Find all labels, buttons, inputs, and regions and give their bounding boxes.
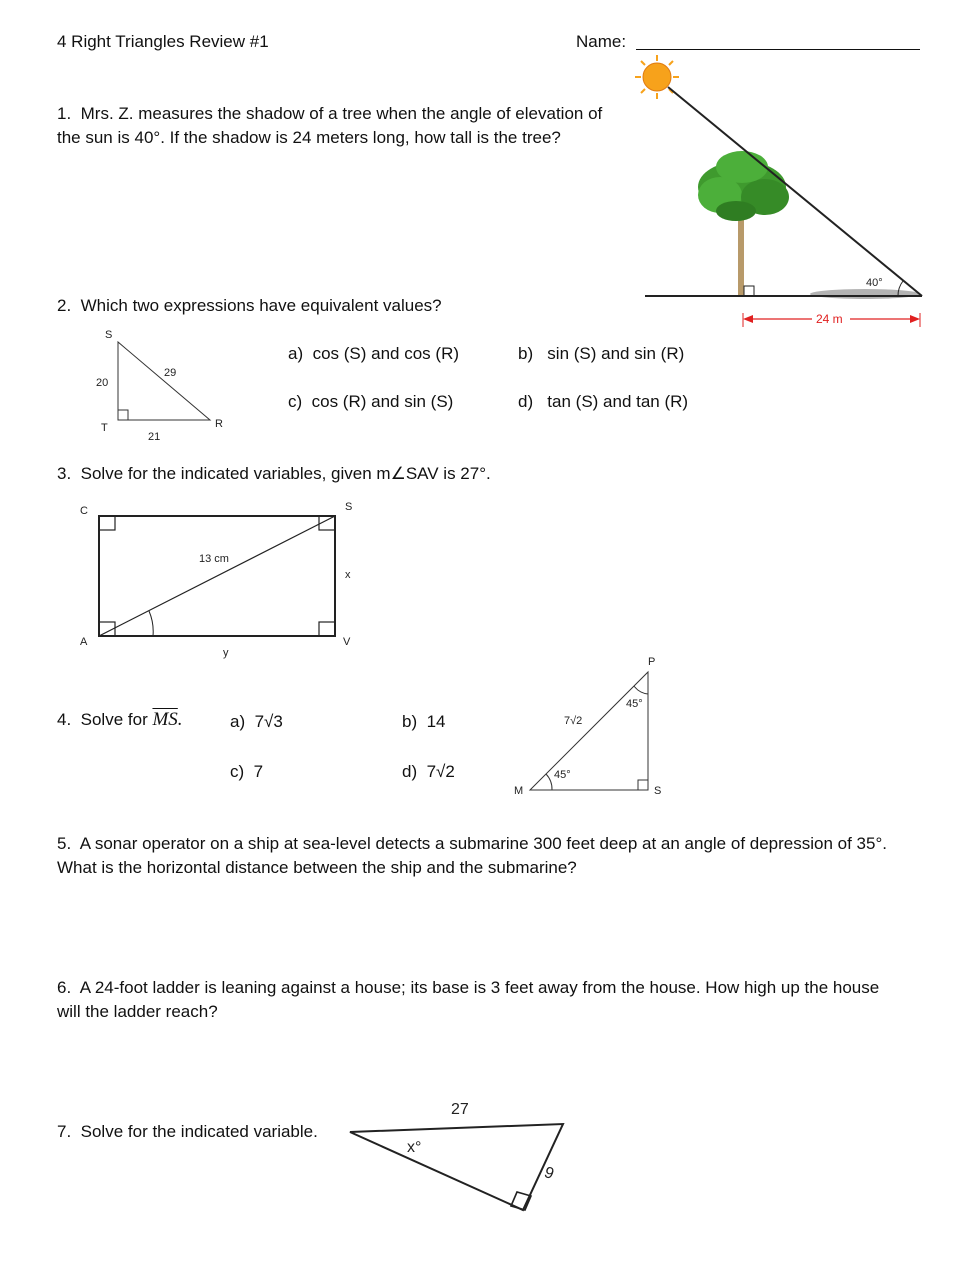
q2-side-sr: 29	[164, 367, 177, 379]
q4-angle-p-label: 45°	[626, 698, 643, 710]
q1-number: 1.	[57, 104, 72, 123]
q4-option-c[interactable]: c) 7	[230, 762, 264, 781]
name-field-line[interactable]	[636, 49, 920, 50]
q4-triangle-figure	[508, 652, 668, 802]
q2-option-b[interactable]: b) sin (S) and sin (R)	[518, 344, 685, 363]
q5-text-line1: 5. A sonar operator on a ship at sea-level detects a submarine 300 feet deep at an angle of depression of 35°.	[57, 834, 887, 853]
q1-tree-figure	[630, 55, 940, 335]
segment-ms: $\overline{MS}$	[152, 709, 178, 730]
q5-number: 5.	[57, 834, 72, 853]
q2-text: 2. Which two expressions have equivalent values?	[57, 296, 442, 315]
q4-number: 4.	[57, 710, 72, 729]
q4-option-d[interactable]: d) 7√2	[402, 762, 455, 781]
q1-shadow-label: 24 m	[816, 312, 843, 326]
q3-text: 3. Solve for the indicated variables, given m∠SAV is 27°.	[57, 464, 491, 483]
q3-variable-x: x	[345, 569, 351, 581]
q4-hyp-label: 7√2	[564, 715, 583, 727]
q4-text: 4. Solve for $\overline{MS}$.	[57, 709, 183, 730]
q2-vertex-r: R	[215, 418, 223, 430]
q2-triangle-figure	[88, 322, 238, 447]
q1-angle-label: 40°	[866, 277, 883, 289]
q4-vertex-s: S	[654, 785, 662, 797]
q2-option-d[interactable]: d) tan (S) and tan (R)	[518, 392, 689, 411]
sun-icon	[635, 55, 679, 99]
q3-vertex-s: S	[345, 501, 353, 513]
q6-number: 6.	[57, 978, 72, 997]
page-title: 4 Right Triangles Review #1	[57, 32, 269, 51]
q4-option-b[interactable]: b) 14	[402, 712, 446, 731]
q3-variable-y: y	[223, 647, 229, 659]
tree-icon	[698, 151, 789, 297]
q2-option-a[interactable]: a) cos (S) and cos (R)	[288, 344, 460, 363]
right-angle-marker	[744, 286, 754, 296]
q2-side-tr: 21	[148, 431, 161, 443]
q3-rectangle-figure	[75, 498, 365, 663]
q5-text-line2: What is the horizontal distance between the ship and the submarine?	[57, 858, 577, 877]
q4-vertex-p: P	[648, 656, 656, 668]
q3-number: 3.	[57, 464, 72, 483]
q2-number: 2.	[57, 296, 72, 315]
q2-vertex-s: S	[105, 329, 113, 341]
q4-option-a[interactable]: a) 7√3	[230, 712, 283, 731]
q7-side-label: 9	[541, 1164, 557, 1184]
q3-diagonal-label: 13 cm	[199, 553, 229, 565]
q7-top-label: 27	[451, 1101, 469, 1118]
q6-text-line2: will the ladder reach?	[57, 1002, 218, 1021]
q2-vertex-t: T	[101, 422, 108, 434]
q2-option-c[interactable]: c) cos (R) and sin (S)	[288, 392, 454, 411]
q7-text: 7. Solve for the indicated variable.	[57, 1122, 318, 1141]
q7-triangle-figure	[345, 1092, 585, 1222]
q4-angle-m-label: 45°	[554, 769, 571, 781]
q3-vertex-c: C	[80, 505, 88, 517]
q1-text-line1: 1. Mrs. Z. measures the shadow of a tree when the angle of elevation of	[57, 104, 603, 123]
q6-text-line1: 6. A 24-foot ladder is leaning against a house; its base is 3 feet away from the house. How high up the house	[57, 978, 880, 997]
q2-side-st: 20	[96, 377, 109, 389]
q3-vertex-a: A	[80, 636, 88, 648]
shadow-smudge	[810, 289, 920, 299]
q7-angle-label: x°	[407, 1139, 422, 1156]
name-label: Name:	[576, 32, 627, 51]
q1-text-line2: the sun is 40°. If the shadow is 24 meters long, how tall is the tree?	[57, 128, 561, 147]
q3-vertex-v: V	[343, 636, 351, 648]
q7-number: 7.	[57, 1122, 72, 1141]
q4-vertex-m: M	[514, 785, 524, 797]
